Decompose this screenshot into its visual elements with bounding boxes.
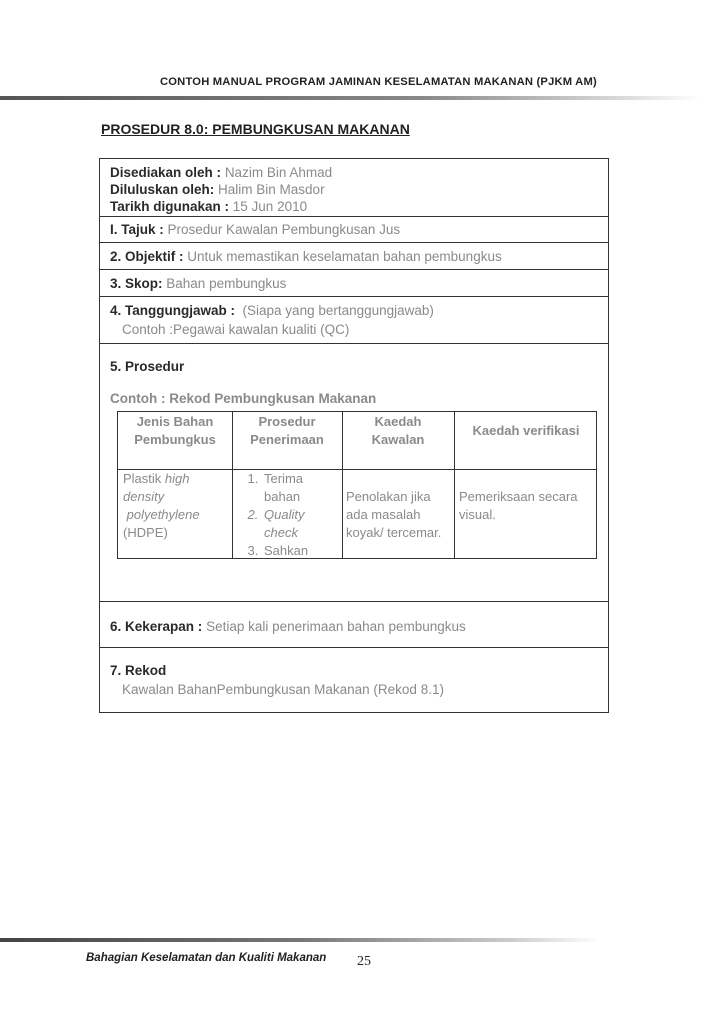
cell-control: Penolakan jika ada masalah koyak/ tercemar. — [346, 489, 442, 540]
responsibility-label: 4. Tanggungjawab : — [110, 303, 236, 318]
date-value: 15 Jun 2010 — [232, 199, 308, 214]
record-value: Kawalan BahanPembungkusan Makanan (Rekod 8.1) — [122, 682, 444, 697]
approved-by-label: Diluluskan oleh: — [110, 182, 215, 197]
header-control: Kaedah Kawalan — [371, 414, 425, 447]
page-title: PROSEDUR 8.0: PEMBUNGKUSAN MAKANAN — [101, 121, 410, 137]
scope-value: Bahan pembungkus — [166, 276, 287, 291]
objective-label: 2. Objektif : — [110, 249, 184, 264]
record-row — [100, 648, 608, 713]
procedure-step: 1. Terima bahan — [262, 470, 342, 506]
scope-row — [100, 270, 608, 297]
cell-material: Plastik high density polyethylene (HDPE) — [123, 471, 200, 540]
procedure-step: 3. Sahkan — [262, 542, 342, 560]
approved-by-line — [110, 181, 325, 199]
date-label: Tarikh digunakan : — [110, 199, 230, 214]
objective-row — [100, 243, 608, 270]
header-title: CONTOH MANUAL PROGRAM JAMINAN KESELAMATAN MAKANAN (PJKM AM) — [160, 76, 597, 88]
header-divider — [0, 96, 700, 100]
record-table — [117, 411, 597, 559]
cell-procedure — [232, 470, 342, 560]
responsibility-example: Contoh :Pegawai kawalan kualiti (QC) — [122, 322, 350, 337]
approved-by-value: Halim Bin Masdor — [218, 182, 325, 197]
frequency-label: 6. Kekerapan : — [110, 619, 203, 634]
responsibility-value: (Siapa yang bertanggungjawab) — [242, 303, 434, 318]
prepared-by-value: Nazim Bin Ahmad — [224, 165, 333, 180]
example-title: Contoh : Rekod Pembungkusan Makanan — [110, 391, 377, 406]
title-row — [100, 217, 608, 243]
objective-value: Untuk memastikan keselamatan bahan pembungkus — [187, 249, 502, 264]
header-procedure: Prosedur Penerimaan — [250, 414, 324, 447]
title-value: Prosedur Kawalan Pembungkusan Jus — [167, 222, 401, 237]
frequency-row — [100, 602, 608, 648]
footer-divider — [0, 938, 600, 942]
procedure-form — [99, 158, 609, 713]
frequency-value: Setiap kali penerimaan bahan pembungkus — [206, 619, 466, 634]
cell-verification: Pemeriksaan secara visual. — [459, 489, 578, 522]
meta-block — [100, 159, 608, 217]
procedure-label: 5. Prosedur — [110, 359, 185, 374]
footer-text: Bahagian Keselamatan dan Kualiti Makanan — [86, 952, 327, 964]
prepared-by-line — [110, 164, 332, 182]
scope-label: 3. Skop: — [110, 276, 163, 291]
date-line — [110, 198, 307, 216]
page-number: 25 — [357, 954, 371, 969]
prepared-by-label: Disediakan oleh : — [110, 165, 222, 180]
responsibility-row — [100, 297, 608, 344]
header-material: Jenis Bahan Pembungkus — [134, 414, 216, 447]
record-label: 7. Rekod — [110, 663, 167, 678]
header-verification: Kaedah verifikasi — [472, 423, 580, 438]
procedure-step: 2. Quality check — [262, 506, 342, 542]
title-label: I. Tajuk : — [110, 222, 164, 237]
